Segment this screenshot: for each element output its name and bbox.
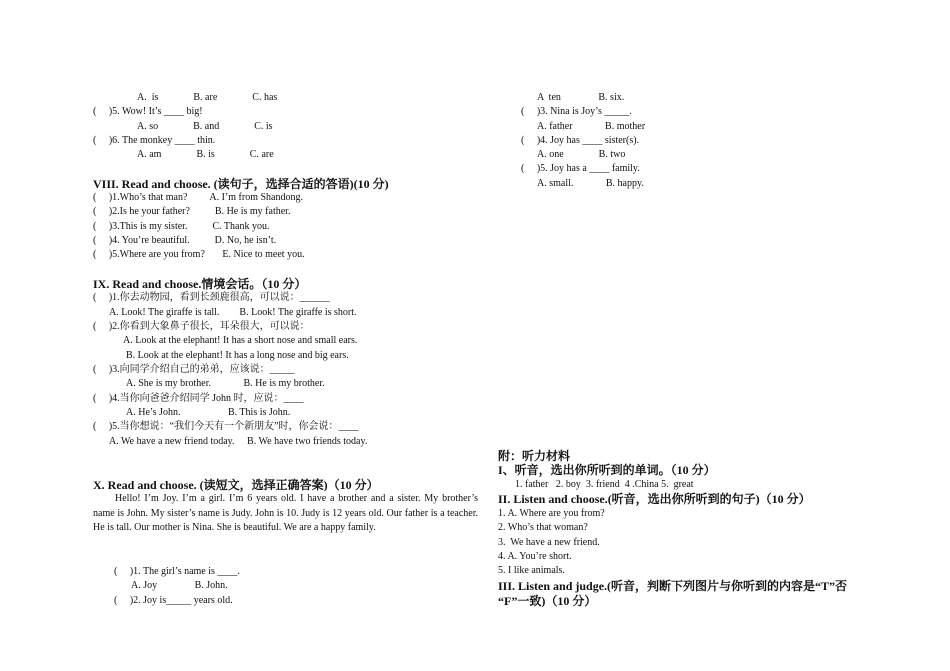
appendix-title: 附：听力材料 [498,449,571,463]
option-line: A ten B. six. [537,92,625,103]
question-line: ( )2.Is he your father? B. He is my father. [93,206,291,217]
option-line: A. one B. two [537,149,626,160]
question-line: ( )1.你去动物园，看到长颈鹿很高，可以说：______ [93,292,330,303]
question-line: ( )5. Wow! It’s ____ big! [93,106,203,117]
option-line: A. Look at the elephant! It has a short nose and small ears. [123,335,358,346]
section-viii-title: VIII. Read and choose. (读句子，选择合适的答语)(10 分) [93,177,389,191]
question-line: ( )2. Joy is_____ years old. [114,595,233,606]
question-line: ( )6. The monkey ____ thin. [93,135,216,146]
question-line: ( )1.Who’s that man? A. I’m from Shandong. [93,192,303,203]
option-line: A. We have a new friend today. B. We have two friends today. [109,436,368,447]
listening-word-list: 1. father 2. boy 3. friend 4 .China 5. great [515,479,694,490]
listening-sentence: 1. A. Where are you from? [498,508,605,519]
option-line: B. Look at the elephant! It has a long nose and big ears. [126,350,349,361]
listening-section-i-title: I、听音，选出你所听到的单词。（10 分） [498,463,716,477]
question-line: ( )4.当你向爸爸介绍同学 John 时，应说：____ [93,393,304,404]
option-line: A. so B. and C. is [137,121,273,132]
listening-section-iii-title-cont: “F”一致)（10 分） [498,594,597,608]
option-line: A. He’s John. B. This is John. [126,407,291,418]
listening-sentence: 3. We have a new friend. [498,537,600,548]
option-line: A. small. B. happy. [537,178,644,189]
question-line: ( )5.当你想说：“我们今天有一个新朋友”时，你会说：____ [93,421,359,432]
question-line: ( )3.This is my sister. C. Thank you. [93,221,270,232]
question-line: ( )2.你看到大象鼻子很长，耳朵很大，可以说： [93,321,310,332]
reading-passage: Hello! I’m Joy. I’m a girl. I’m 6 years old. I have a brother and a sister. My brother’s name is John. My sister’s name is Judy. John is 10. Judy is 12 years old. Our father is a teacher. He is tall. Our mother is Nina. She is beautiful. We are a happy family. [93,493,478,533]
listening-section-iii-title: III. Listen and judge.(听音，判断下列图片与你听到的内容是“T”否 [498,579,848,593]
option-line: A. is B. are C. has [137,92,278,103]
question-line: ( )1. The girl’s name is ____. [114,566,240,577]
option-line: A. am B. is C. are [137,149,274,160]
option-line: A. Look! The giraffe is tall. B. Look! The giraffe is short. [109,307,357,318]
question-line: ( )3.向同学介绍自己的弟弟，应该说：_____ [93,364,295,375]
question-line: ( )3. Nina is Joy’s _____. [521,106,632,117]
section-ix-title: IX. Read and choose.情境会话。（10 分） [93,277,307,291]
listening-sentence: 2. Who’s that woman? [498,522,588,533]
question-line: ( )5. Joy has a ____ family. [521,163,640,174]
question-line: ( )4. Joy has ____ sister(s). [521,135,640,146]
section-x-title: X. Read and choose. (读短文，选择正确答案)（10 分） [93,478,379,492]
option-line: A. She is my brother. B. He is my brother. [126,378,325,389]
listening-sentence: 5. I like animals. [498,565,565,576]
question-line: ( )4. You’re beautiful. D. No, he isn’t. [93,235,277,246]
listening-section-ii-title: II. Listen and choose.(听音，选出你所听到的句子)（10 分） [498,492,811,506]
option-line: A. Joy B. John. [131,580,228,591]
question-line: ( )5.Where are you from? E. Nice to meet you. [93,249,305,260]
listening-sentence: 4. A. You’re short. [498,551,572,562]
option-line: A. father B. mother [537,121,646,132]
